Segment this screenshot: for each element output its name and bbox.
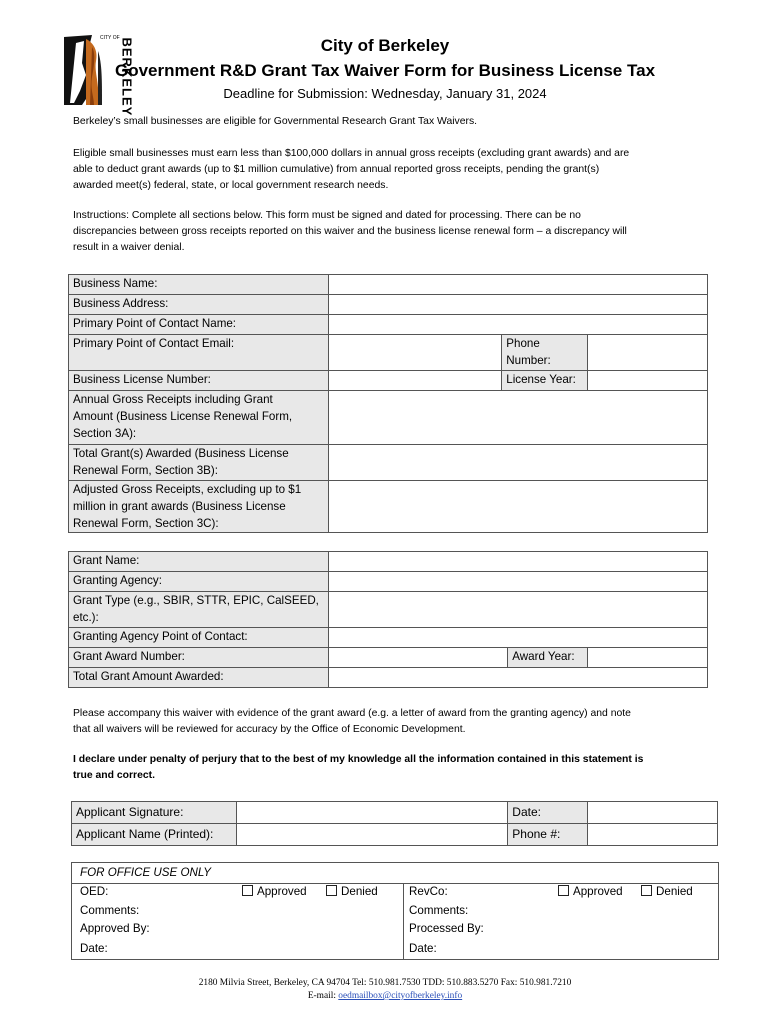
grant-name-label: Grant Name: [69,552,329,572]
award-year-field[interactable] [588,648,708,668]
license-year-field[interactable] [588,371,708,391]
eligibility-criteria [73,146,695,194]
revco-comments-label: Comments: [409,904,469,917]
declaration-line-2: true and correct. [73,770,155,781]
signature-date-field[interactable] [588,802,718,824]
phone-label-line-1: Phone [506,337,540,350]
signature-date-label: Date: [508,802,588,824]
declaration [73,752,695,784]
adjusted-receipts-line-3: Renewal Form, Section 3C): [73,517,219,530]
oed-denied-label: Denied [341,885,378,898]
evidence-line-1: Please accompany this waiver with evidence of the grant award (e.g. a letter of award from the granting agency) and note [73,708,631,719]
applicant-signature-label: Applicant Signature: [72,802,237,824]
office-use-section [71,862,719,960]
oed-approved-checkbox[interactable] [242,885,253,896]
contact-name-field[interactable] [328,315,707,335]
declaration-line-1: I declare under penalty of perjury that to the best of my knowledge all the information contained in this statement is [73,754,644,765]
contact-email-field[interactable] [328,335,502,371]
gross-receipts-line-3: Section 3A): [73,427,137,440]
footer-email-line [0,990,770,1003]
applicant-signature-field[interactable] [236,802,507,824]
adjusted-receipts-label [69,481,329,533]
eligibility-line-2: able to deduct grant awards (up to $1 million cumulative) from annual reported gross receipts, pending the grant(s) [73,164,600,175]
grant-type-label [69,592,329,628]
grant-type-line-2: etc.): [73,611,99,624]
granting-agency-label: Granting Agency: [69,572,329,592]
applicant-name-label: Applicant Name (Printed): [72,824,237,846]
oed-approved-by-label: Approved By: [80,922,150,935]
grant-info-table [68,551,708,688]
license-number-label: Business License Number: [69,371,329,391]
business-address-field[interactable] [328,295,707,315]
signature-table [71,801,718,846]
business-name-label: Business Name: [69,275,329,295]
license-year-label: License Year: [502,371,588,391]
award-year-label: Award Year: [508,648,588,668]
footer-email-label: E-mail: [307,991,339,1001]
applicant-phone-label: Phone #: [508,824,588,846]
applicant-phone-field[interactable] [588,824,718,846]
gross-receipts-line-2: Amount (Business License Renewal Form, [73,410,293,423]
total-grants-field[interactable] [328,445,707,481]
deadline-text: Deadline for Submission: Wednesday, January 31, 2024 [223,86,547,101]
oed-approved-label: Approved [257,885,307,898]
footer-email-link[interactable]: oedmailbox@cityofberkeley.info [338,991,463,1001]
agency-contact-label: Granting Agency Point of Contact: [69,628,329,648]
logo-text-top: CITY OF [100,35,120,41]
total-grants-label [69,445,329,481]
page-title: City of Berkeley [320,36,450,55]
business-address-label: Business Address: [69,295,329,315]
adjusted-receipts-field[interactable] [328,481,707,533]
business-name-field[interactable] [328,275,707,295]
instructions-line-3: result in a waiver denial. [73,242,185,253]
adjusted-receipts-line-1: Adjusted Gross Receipts, excluding up to $1 [73,483,302,496]
oed-approved-option[interactable] [242,885,307,898]
oed-denied-option[interactable] [326,885,378,898]
business-info-table [68,274,708,533]
evidence-note [73,706,695,738]
office-use-heading: FOR OFFICE USE ONLY [80,866,211,879]
oed-date-label: Date: [80,942,108,955]
revco-approved-label: Approved [573,885,623,898]
contact-email-label: Primary Point of Contact Email: [69,335,329,371]
revco-approved-option[interactable] [558,885,623,898]
contact-name-label: Primary Point of Contact Name: [69,315,329,335]
total-grant-amount-field[interactable] [328,668,707,688]
revco-label: RevCo: [409,885,448,898]
phone-number-label [502,335,588,371]
eligibility-intro: Berkeley’s small businesses are eligible for Governmental Research Grant Tax Waivers. [73,116,478,127]
award-number-field[interactable] [328,648,508,668]
office-divider [72,883,718,884]
grant-type-line-1: Grant Type (e.g., SBIR, STTR, EPIC, CalSEED, [73,594,319,607]
instructions-line-2: discrepancies between gross receipts reported on this waiver and the business license renewal form – a discrepancy will [73,226,627,237]
phone-number-field[interactable] [588,335,708,371]
revco-denied-checkbox[interactable] [641,885,652,896]
granting-agency-field[interactable] [328,572,707,592]
gross-receipts-line-1: Annual Gross Receipts including Grant [73,393,273,406]
revco-denied-option[interactable] [641,885,693,898]
revco-processed-by-label: Processed By: [409,922,484,935]
footer-contact: 2180 Milvia Street, Berkeley, CA 94704 Tel: 510.981.7530 TDD: 510.883.5270 Fax: 510.981.7210 [198,978,572,988]
instructions [73,208,695,256]
revco-approved-checkbox[interactable] [558,885,569,896]
revco-denied-label: Denied [656,885,693,898]
revco-date-label: Date: [409,942,437,955]
form-title: Government R&D Grant Tax Waiver Form for Business License Tax [114,61,656,80]
total-grants-line-1: Total Grant(s) Awarded (Business License [73,447,289,460]
agency-contact-field[interactable] [328,628,707,648]
gross-receipts-label [69,391,329,445]
logo-text-main: BERKELEY [119,37,135,117]
grant-name-field[interactable] [328,552,707,572]
oed-denied-checkbox[interactable] [326,885,337,896]
adjusted-receipts-line-2: million in grant awards (Business License [73,500,286,513]
eligibility-line-3: awarded meet(s) federal, state, or local government research needs. [73,180,389,191]
license-number-field[interactable] [328,371,502,391]
oed-comments-label: Comments: [80,904,140,917]
award-number-label: Grant Award Number: [69,648,329,668]
total-grant-amount-label: Total Grant Amount Awarded: [69,668,329,688]
phone-label-line-2: Number: [506,354,551,367]
applicant-name-field[interactable] [236,824,507,846]
instructions-line-1: Instructions: Complete all sections below. This form must be signed and dated for processing. There can be no [73,210,581,221]
oed-label: OED: [80,885,109,898]
eligibility-line-1: Eligible small businesses must earn less than $100,000 dollars in annual gross receipts (excluding grant awards) and are [73,148,630,159]
evidence-line-2: that all waivers will be reviewed for accuracy by the Office of Economic Development. [73,724,466,735]
office-column-divider [403,883,404,959]
grant-type-field[interactable] [328,592,707,628]
gross-receipts-field[interactable] [328,391,707,445]
total-grants-line-2: Renewal Form, Section 3B): [73,464,218,477]
